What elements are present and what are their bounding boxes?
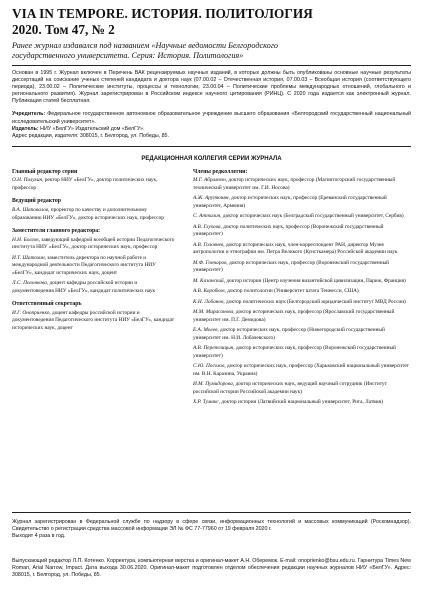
board-members-list: [193, 177, 411, 407]
member-name: С. Атталич,: [193, 213, 222, 220]
production-info: Выпускающий редактор Л.П. Котенко. Корректура, компьютерная верстка и оригинал-макет А.Н. Оберемок. E-mail: onoprienko@bsu.edu.ru. Гарнитура Times New Roman, Arial Narrow, Impact. Дата выхода 30.06.2020. Оригинал-макет подготовлен отделом обеспечения редакции научных журналов НИУ «БелГУ». Адрес: 308015, г. Белгород, ул. Победы, 85.: [12, 558, 411, 579]
member-desc: доктор истории (Центр изучения византийской цивилизации, Париж, Франция): [225, 277, 406, 284]
registration-info: [12, 519, 411, 540]
publisher-text: НИУ «БелГУ» Издательский дом «БелГУ».: [40, 125, 145, 132]
founder-label: Учредитель:: [12, 111, 46, 118]
journal-title: VIA IN TEMPORE. ИСТОРИЯ. ПОЛИТОЛОГИЯ: [12, 6, 313, 21]
header-divider: [12, 65, 411, 66]
board-member: [12, 310, 176, 333]
issue-frequency: Выходит 4 раза в год.: [12, 533, 66, 540]
publisher-label: Издатель:: [12, 125, 39, 132]
member-name: А.Ж. Арутюнян,: [193, 195, 230, 202]
section-heading-executive-secretary: Ответственный секретарь: [12, 301, 82, 308]
registration-text: Журнал зарегистрирован в Федеральной службе по надзору в сфере связи, информационных технологий и массовых коммуникаций (Роскомнадзор). Свидетельство о регистрации средства массовой информации ЭЛ № ФС 77-77960 от 19 февраля 2020 г.: [12, 519, 411, 533]
board-member: [12, 207, 176, 222]
member-desc: доктор исторических наук (Белградский государственный университет, Сербия): [221, 213, 404, 220]
member-name: В.А. Шаповалов,: [12, 207, 50, 214]
member-name: Л.С. Полонкова,: [12, 280, 49, 287]
member-desc: заведующий кафедрой всеобщей истории Педагогического института НИУ «БелГУ», доктор исторических наук, профессор: [12, 236, 175, 251]
member-desc: доктор политических наук (Белгородский юридический институт МВД России): [224, 298, 406, 305]
publisher-info: [12, 126, 411, 133]
board-member: [193, 399, 411, 407]
member-name: И.Г. Оноприенко,: [12, 309, 51, 316]
board-member: [193, 299, 411, 307]
editorial-board: [12, 169, 411, 410]
board-member: [193, 327, 411, 342]
founder-info: [12, 111, 411, 125]
board-member: [193, 345, 411, 360]
member-desc: ректор НИУ «БелГУ», доктор политических наук, профессор: [12, 177, 158, 191]
section-heading-board-members: Члены редколлегии:: [193, 168, 248, 175]
board-member: [193, 309, 411, 324]
issue-number: 2020. Том 47, № 2: [12, 22, 115, 37]
member-desc: доктор исторических наук, ведущий научный сотрудник (Институт российской истории Российской академии наук): [193, 381, 387, 395]
member-desc: доцент кафедры российской истории и документоведения НИУ «БелГУ», кандидат политических наук: [12, 280, 156, 294]
member-name: К.Н. Лобанов,: [193, 298, 225, 305]
board-member: [12, 237, 176, 252]
founder-text: Федеральное государственное автономное образовательное учреждение высшего образования «Белгородский государственный национальный исследовательский университет».: [12, 111, 411, 125]
board-member: [193, 242, 411, 257]
member-name: И.М. Пумидорова,: [193, 381, 235, 388]
board-member: [12, 280, 176, 295]
section-heading-deputy-editors: Заместители главного редактора:: [12, 228, 101, 235]
member-desc: доцент кафедры российской истории и документоведения Педагогического института НИУ «БелГУ», кандидат исторических наук, доцент: [12, 309, 175, 331]
section-heading-lead-editor: Ведущий редактор: [12, 198, 62, 205]
journal-about: Основан в 1995 г. Журнал включен в Перечень ВАК рецензируемых научных изданий, в которых должны быть опубликованы основные научные результаты диссертаций на соискание ученых степеней кандидата и доктора наук (07.00.02 – Отечественная история, 07.00.03 – Всеобщая история (соответствующего периода), 23.00.02 – Политические институты, процессы и технологии, 23.00.04 – Политические проблемы международных отношений, глобального и регионального развития). Журнал зарегистрирован в Российском индексе научного цитирования (РИНЦ). С 2020 года издается как электронный журнал. Публикация статей бесплатная.: [12, 70, 411, 105]
member-desc: доктор исторических наук, профессор (Нижегородский государственный университет им. Н.И. Лобачевского): [193, 327, 385, 341]
member-name: Х.Р. Тумакс,: [193, 399, 220, 406]
member-desc: проректор по качеству и дополнительному образованию НИУ «БелГУ», доктор исторических наук, профессор: [12, 207, 164, 221]
member-desc: доктор исторических наук, профессор (Воронежский государственный университет): [193, 345, 396, 359]
member-desc: заместитель директора по научной работе и международной деятельности Педагогического института НИУ «БелГУ», кандидат исторических наук, доцент: [12, 254, 156, 276]
member-desc: доктор исторических наук, член-корреспондент РАН, директор Музея антропологии и этнографии им. Петра Великого (Кунсткамера) Российской академии наук: [193, 241, 398, 256]
member-desc: доктор исторических наук, профессор (Ярославский государственный университет им. П.Г. Демидова): [193, 309, 395, 323]
member-desc: доктор истории (Латвийский национальный университет, Рига, Латвия): [219, 399, 383, 406]
editorial-board-title: РЕДАКЦИОННАЯ КОЛЛЕГИЯ СЕРИИ ЖУРНАЛА: [141, 155, 282, 162]
member-name: О.Н. Полухин,: [12, 177, 44, 184]
board-member: [193, 213, 411, 221]
member-desc: доктор исторических наук, профессор (Магнитогорский государственный технический университет им. Г.И. Носова): [193, 177, 396, 191]
board-member: [193, 177, 411, 192]
board-member: [193, 381, 411, 396]
member-name: А.В. Перепелицын,: [193, 345, 235, 352]
member-name: М.М. Мирасанова,: [193, 309, 235, 316]
board-right-column: [193, 169, 411, 410]
member-name: М.Г. Абрамзон,: [193, 177, 228, 184]
member-name: М.Ф. Гончаров,: [193, 259, 228, 266]
member-desc: доктор исторических наук, профессор (Ереванский государственный университет, Армения): [193, 195, 387, 209]
editorial-address: Адрес редакции, издателя: 308015, г. Белгород, ул. Победы, 85.: [12, 132, 169, 139]
member-name: И.Т. Шатохин,: [12, 254, 46, 261]
member-name: А.В. Коробков,: [193, 288, 226, 295]
member-name: А.В. Глухова,: [193, 223, 222, 230]
member-name: С.Ю. Посохов,: [193, 363, 226, 370]
member-name: А.В. Головнев,: [193, 241, 225, 248]
board-member: [193, 260, 411, 275]
member-name: Н.Н. Болгов,: [12, 236, 40, 243]
board-member: [12, 255, 176, 278]
member-desc: доктор политических наук, профессор (Воронежский государственный университет): [193, 223, 384, 238]
board-left-column: [12, 169, 176, 410]
board-member: [193, 363, 411, 378]
member-desc: доктор политологии (Университет штата Теннесси, США): [225, 288, 359, 295]
section-heading-chief-editor: Главный редактор серии: [12, 168, 78, 175]
board-member: [193, 278, 411, 286]
board-member: [12, 177, 176, 192]
board-member: [193, 195, 411, 210]
member-desc: доктор исторических наук, профессор (Харьковский национальный университет им. В.Н. Каразина, Украина): [193, 363, 409, 377]
member-name: Е.А. Молев,: [193, 327, 219, 334]
footer-divider: [12, 512, 411, 513]
member-desc: доктор исторических наук, профессор (Воронежский государственный университет): [193, 259, 389, 274]
previous-journal-name: Ранее журнал издавался под названием «Научные ведомости Белгородского государственного университета. Серия: История. Политология»: [12, 41, 279, 60]
board-member: [193, 224, 411, 239]
board-member: [193, 288, 411, 296]
board-divider: [12, 146, 411, 147]
member-name: М. Казанский,: [193, 277, 226, 284]
